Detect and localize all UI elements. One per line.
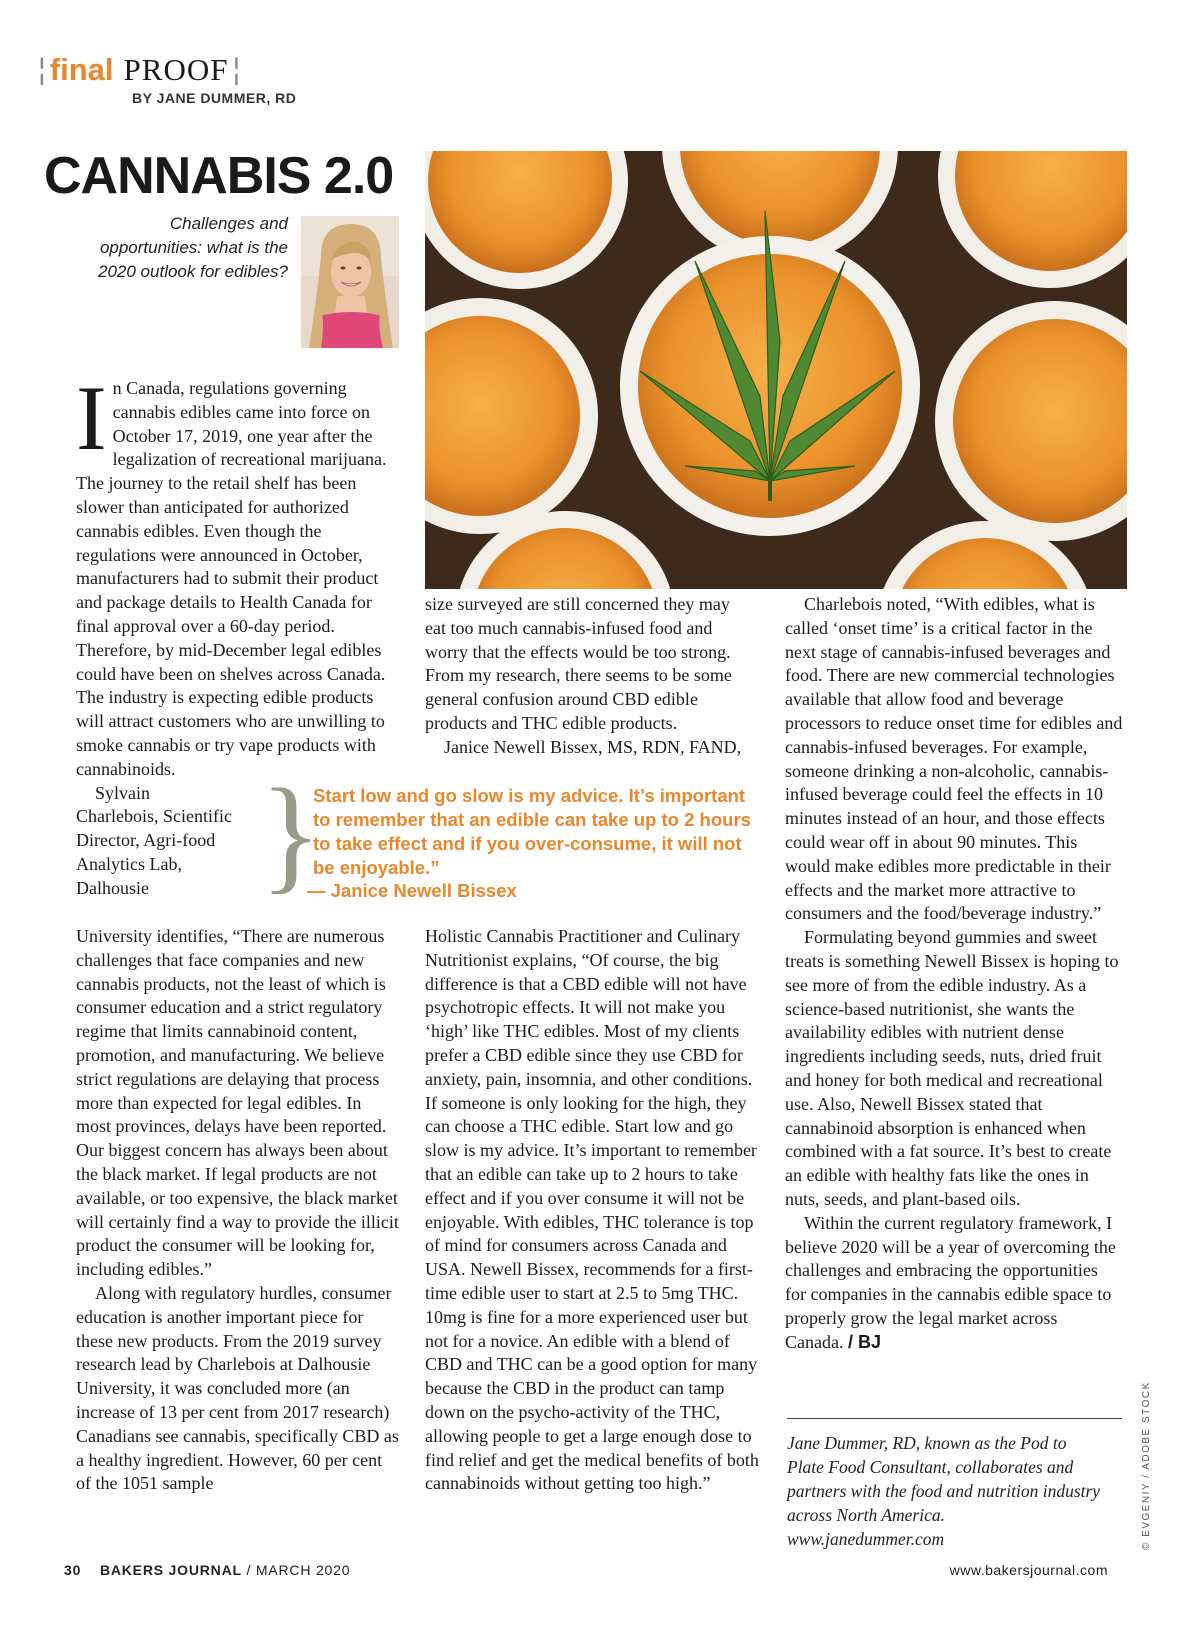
column-1-bottom (76, 925, 399, 1496)
deck: Challenges and opportunities: what is the 2020 outlook for edibles? (98, 214, 288, 281)
column-3 (785, 593, 1123, 1355)
author-photo (301, 216, 399, 348)
page-number: 30 (64, 1562, 82, 1578)
paragraph: size surveyed are still concerned they may eat too much cannabis-infused food and worry that the effects would be too strong. From my research, there seems to be some general confusion around CBD edible products and THC edible products. (425, 594, 732, 733)
paragraph: Janice Newell Bissex, MS, RDN, FAND, (444, 736, 742, 757)
kicker-divider-left: ¦ (38, 53, 46, 86)
paragraph: University identifies, “There are numerous challenges that face companies and new cannabis products, not the least of which is consumer education and a strict regulatory regime that limits cannabinoid content, promotion, and manufacturing. We believe strict regulations are delaying that process more than expected for legal edibles. In most provinces, delays have been reported. Our biggest concern has always been about the black market. If legal products are not available, or too expensive, the black market will certainly find a way to provide the illicit product the consumer will be looking for, including edibles.” (76, 926, 399, 1280)
pull-quote-attribution: — Janice Newell Bissex (307, 880, 517, 901)
paragraph: Sylvain Charlebois, Scientific Director, Agri-food Analytics Lab, Dalhousie (76, 782, 232, 898)
lead-paragraph (76, 367, 399, 782)
bio-divider (787, 1418, 1122, 1419)
author-bio: Jane Dummer, RD, known as the Pod to Plate Food Consultant, collaborates and partners with the food and nutrition industry across North America. www.janedummer.com (787, 1433, 1101, 1549)
lead-text: n Canada, regulations governing cannabis edibles came into force on October 17, 2019, one year after the legalization of recreational marijuana. The journey to the retail shelf has been slower than anticipated for authorized cannabis edibles. Even though the regulations were announced in October, manufacturers had to submit their product and package details to Health Canada for final approval over a 60-day period. Therefore, by mid-December legal edibles could have been on shelves across Canada. The industry is expecting edible products will attract customers who are unwilling to smoke cannabis or try vape products with cannabinoids. (76, 378, 387, 779)
paragraph: Holistic Cannabis Practitioner and Culinary Nutritionist explains, “Of course, the big difference is that a CBD edible will not have psychotropic effects. It will not make you ‘high’ like THC edibles. Most of my clients prefer a CBD edible since they use CBD for anxiety, pain, insomnia, and other conditions. If someone is only looking for the high, they can choose a THC edible. Start low and go slow is my advice. It’s important to remember that an edible can take up to 2 hours to take effect and if you over consume it will not be enjoyable. With edibles, THC tolerance is top of mind for consumers across Canada and USA. Newell Bissex, recommends for a first-time edible user to start at 2.5 to 5mg THC. 10mg is fine for a more experienced user but not for a novice. An edible with a blend of CBD and THC can be a good option for many because the CBD in the product can tamp down on the psycho-activity of the THC, allowing people to get a large enough dose to find relief and get the medical benefits of both cannabinoids without getting too high.” (425, 926, 759, 1494)
pull-quote: Start low and go slow is my advice. It’s important to remember that an edible can take up to 2 hours to take effect and if you over-consume, it will not be enjoyable.” (313, 785, 751, 878)
kicker-final: final (49, 52, 114, 87)
issue-date: / MARCH 2020 (246, 1562, 351, 1578)
kicker-proof: PROOF (123, 52, 229, 87)
closing-paragraph (785, 1212, 1123, 1355)
byline: BY JANE DUMMER, RD (132, 90, 297, 106)
publication-name: BAKERS JOURNAL (99, 1562, 242, 1578)
paragraph: Charlebois noted, “With edibles, what is called ‘onset time’ is a critical factor in the next stage of cannabis-infused beverages and food. There are new commercial technologies available that allow food and beverage processors to reduce onset time for edibles and cannabis-infused beverages. For example, someone drinking a non-alcoholic, cannabis-infused beverage could feel the effects in 10 minutes instead of an hour, and those effects could wear off in about 90 minutes. This would make edibles more predictable in their effects and the market more attractive to consumers and the food/beverage industry.” (785, 594, 1123, 924)
closing-text: Within the current regulatory framework, I believe 2020 will be a year of overcoming the challenges and embracing the opportunities for companies in the cannabis edible space to properly grow the legal market across Canada. (785, 1212, 1116, 1352)
paragraph: Along with regulatory hurdles, consumer education is another important piece for these new products. From the 2019 survey research lead by Charlebois at Dalhousie University, it was concluded more (an increase of 13 per cent from 2017 research) Canadians see cannabis, specifically CBD as a healthy ingredient. However, 60 per cent of the 1051 sample (76, 1282, 399, 1494)
footer-url: www.bakersjournal.com (949, 1562, 1108, 1578)
signoff: / BJ (847, 1331, 881, 1352)
column-2-bottom (425, 925, 760, 1496)
hero-image (425, 151, 1127, 589)
footer-left (64, 1562, 350, 1578)
photo-credit: © EVGENIY / ADOBE STOCK (1141, 1381, 1152, 1550)
paragraph: Formulating beyond gummies and sweet treats is something Newell Bissex is hoping to see more of from the edible industry. As a science-based nutritionist, she wants the availability edibles with nutrient dense ingredients including seeds, nuts, dried fruit and honey for both medical and recreational use. Also, Newell Bissex stated that cannabinoid absorption is enhanced when combined with a fat source. It’s best to create an edible with healthy fats like the ones in nuts, seeds, and plant-based oils. (785, 927, 1119, 1209)
pull-quote-brace: } (260, 763, 322, 905)
drop-cap: I (76, 367, 107, 469)
kicker (34, 52, 296, 88)
kicker-divider-right: ¦ (232, 53, 241, 86)
column-2-top (425, 593, 755, 760)
headline: CANNABIS 2.0 (44, 147, 394, 205)
section-header (34, 52, 296, 106)
